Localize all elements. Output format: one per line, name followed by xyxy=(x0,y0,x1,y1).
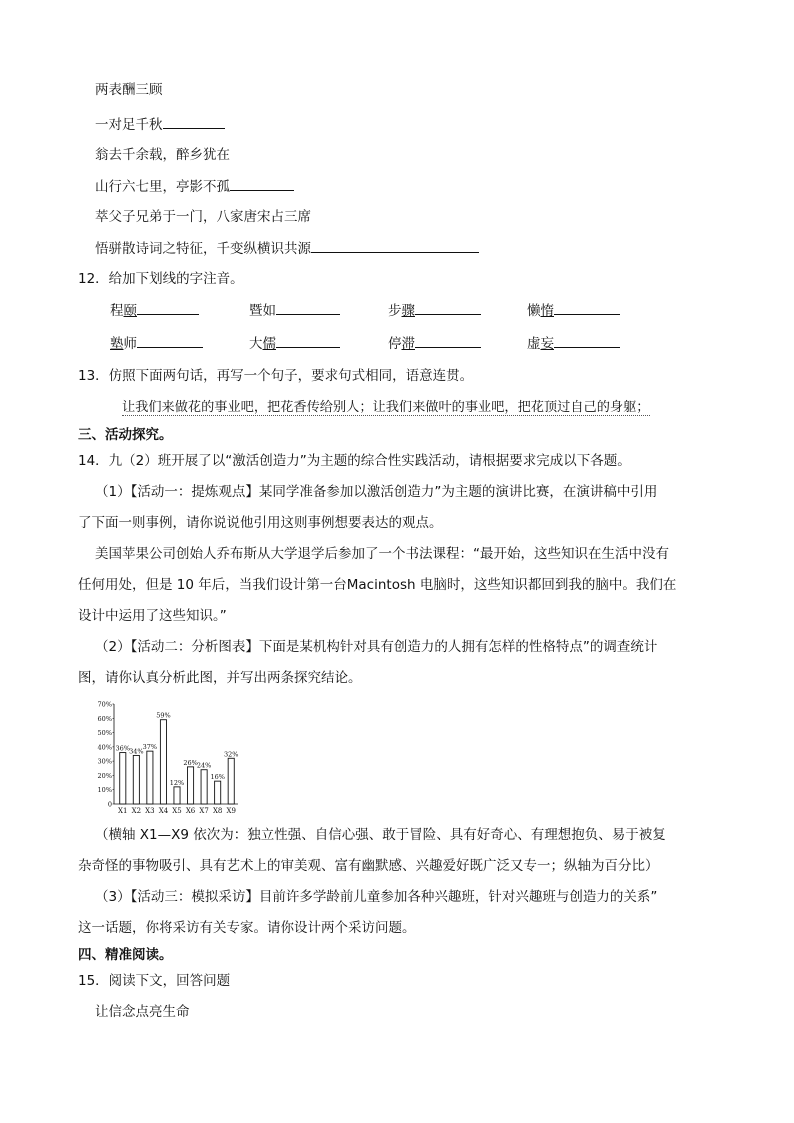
pinyin-item: 步骤 xyxy=(388,300,481,321)
couplet-line: 两表酬三顾 xyxy=(95,82,163,98)
bar-value-label: 59% xyxy=(156,711,171,720)
answer-blank[interactable] xyxy=(276,333,340,348)
x-tick-label: X7 xyxy=(199,807,209,815)
couplet-line: 一对足千秋 xyxy=(95,114,225,135)
bar-value-label: 12% xyxy=(169,778,185,787)
answer-blank[interactable] xyxy=(415,333,481,348)
pinyin-item: 塾师 xyxy=(110,333,203,354)
y-tick-label: 30% xyxy=(97,757,112,766)
x-tick-label: X4 xyxy=(158,807,169,815)
section-heading: 三、活动探究。 xyxy=(78,427,173,443)
y-tick-label: 70% xyxy=(97,700,112,709)
bar-value-label: 26% xyxy=(183,758,198,767)
bar-x3 xyxy=(147,751,153,804)
pinyin-item: 大儒 xyxy=(249,333,340,354)
bar-value-label: 34% xyxy=(129,747,144,756)
bar-value-label: 36% xyxy=(115,744,131,753)
y-tick-label: 0 xyxy=(107,800,112,809)
couplet-line: 萃父子兄弟于一门，八家唐宋占三席 xyxy=(95,209,311,225)
bar-value-label: 24% xyxy=(196,761,212,770)
chart-note: （横轴 X1—X9 依次为：独立性强、自信心强、敢于冒险、具有好奇心、有理想抱负、易于被复 xyxy=(95,827,666,843)
y-tick-label: 60% xyxy=(97,714,112,723)
question-12-prompt: 12．给加下划线的字注音。 xyxy=(78,271,244,287)
bar-x2 xyxy=(133,755,139,804)
passage-title: 让信念点亮生命 xyxy=(95,1004,190,1020)
bar-x8 xyxy=(215,781,221,804)
bar-x4 xyxy=(160,720,166,804)
answer-blank[interactable] xyxy=(554,333,620,348)
answer-blank[interactable] xyxy=(137,333,203,348)
answer-blank[interactable] xyxy=(554,300,620,315)
answer-blank[interactable] xyxy=(137,300,199,315)
chart-note: 杂奇怪的事物吸引、具有艺术上的审美观、富有幽默感、兴趣爱好既广泛又专一；纵轴为百分比） xyxy=(78,858,659,874)
activity-2-text: （2）【活动二：分析图表】下面是某机构针对具有创造力的人拥有怎样的性格特点”的调查统计 xyxy=(95,639,658,655)
question-13-prompt: 13．仿照下面两句话，再写一个句子，要求句式相同，语意连贯。 xyxy=(78,368,474,384)
bar-x5 xyxy=(174,787,180,804)
answer-blank[interactable] xyxy=(415,300,481,315)
couplet-line: 山行六七里，亭影不孤 xyxy=(95,176,294,197)
activity-3-text: （3）【活动三：模拟采访】目前许多学龄前儿童参加各种兴趣班，针对兴趣班与创造力的关系” xyxy=(95,889,658,905)
bar-value-label: 16% xyxy=(210,773,225,782)
bar-value-label: 32% xyxy=(223,750,239,759)
question-15-prompt: 15．阅读下文，回答问题 xyxy=(78,973,231,989)
pinyin-item: 停滞 xyxy=(388,333,481,354)
answer-blank[interactable] xyxy=(230,176,294,191)
activity-1-text: （1）【活动一：提炼观点】某同学准备参加以激活创造力”为主题的演讲比赛，在演讲稿中引用 xyxy=(95,484,658,500)
activity-2-text: 图，请你认真分析此图，并写出两条探究结论。 xyxy=(78,670,362,686)
pinyin-item: 程颐 xyxy=(110,300,199,321)
activity-1-text: 了下面一则事例，请你说说他引用这则事例想要表达的观点。 xyxy=(78,515,443,531)
bar-x9 xyxy=(228,758,234,804)
answer-blank[interactable] xyxy=(276,300,340,315)
example-sentence: 让我们来做花的事业吧，把花香传给别人；让我们来做叶的事业吧，把花顶过自己的身躯； xyxy=(122,400,650,415)
y-tick-label: 20% xyxy=(97,771,112,780)
bar-chart xyxy=(92,700,242,818)
pinyin-item: 虚妄 xyxy=(527,333,620,354)
x-tick-label: X8 xyxy=(212,807,223,815)
story-text: 任何用处，但是 10 年后，当我们设计第一台Macintosh 电脑时，这些知识都回到我的脑中。我们在 xyxy=(78,577,677,593)
bar-x1 xyxy=(120,753,126,804)
story-text: 设计中运用了这些知识。” xyxy=(78,608,227,624)
x-tick-label: X5 xyxy=(172,807,182,815)
section-heading: 四、精准阅读。 xyxy=(78,947,173,963)
bar-x6 xyxy=(188,767,194,804)
y-tick-label: 50% xyxy=(97,729,112,738)
x-tick-label: X3 xyxy=(145,807,155,815)
bar-value-label: 37% xyxy=(142,743,158,752)
pinyin-item: 暨如 xyxy=(249,300,340,321)
y-tick-label: 10% xyxy=(97,786,112,795)
answer-blank[interactable] xyxy=(163,114,225,129)
x-tick-label: X6 xyxy=(185,807,196,815)
couplet-line: 悟骈散诗词之特征，千变纵横识共源 xyxy=(95,238,479,259)
answer-blank[interactable] xyxy=(311,238,479,253)
couplet-line: 翁去千余载，醉乡犹在 xyxy=(95,147,230,163)
pinyin-item: 懒惰 xyxy=(527,300,620,321)
story-text: 美国苹果公司创始人乔布斯从大学退学后参加了一个书法课程：“最开始，这些知识在生活中没有 xyxy=(95,546,669,562)
x-tick-label: X1 xyxy=(118,807,128,815)
x-tick-label: X2 xyxy=(131,807,142,815)
x-tick-label: X9 xyxy=(226,807,236,815)
y-tick-label: 40% xyxy=(97,743,112,752)
activity-3-text: 这一话题，你将采访有关专家。请你设计两个采访问题。 xyxy=(78,920,416,936)
question-14-intro: 14．九（2）班开展了以“激活创造力”为主题的综合性实践活动，请根据要求完成以下各题。 xyxy=(78,453,631,469)
bar-x7 xyxy=(201,770,207,804)
